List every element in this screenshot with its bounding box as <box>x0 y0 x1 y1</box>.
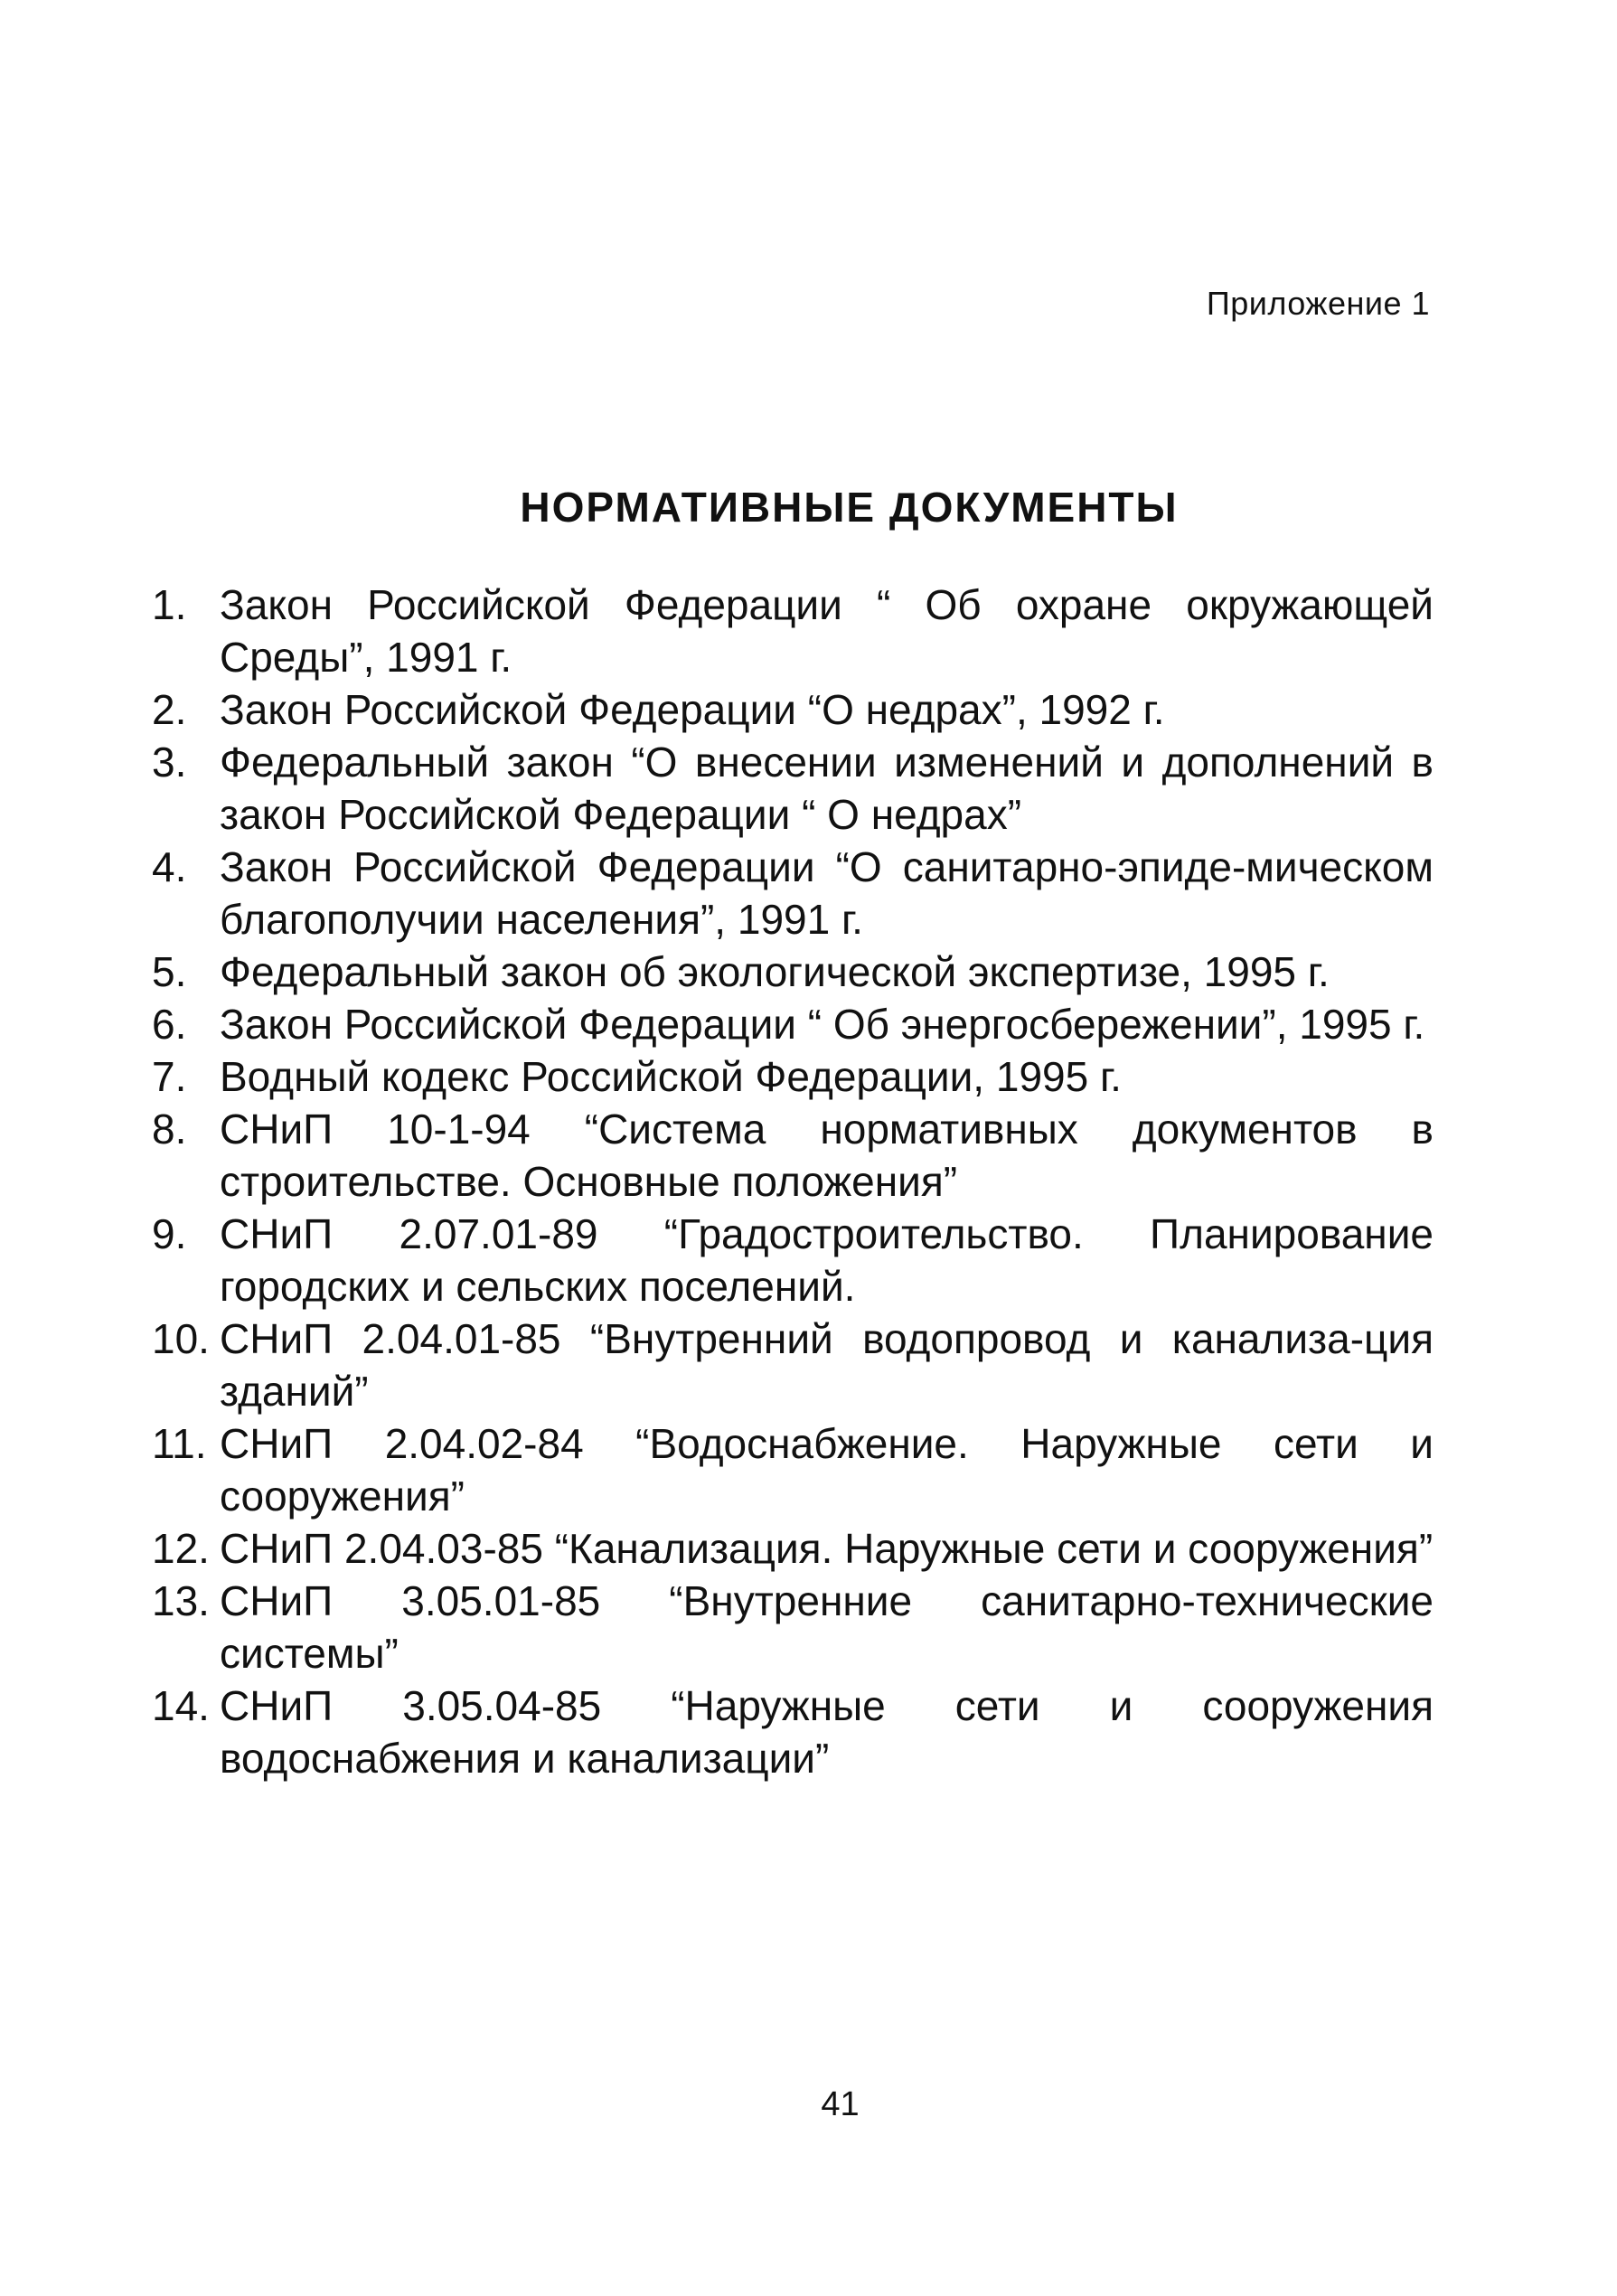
list-item-number: 8. <box>152 1106 187 1153</box>
normative-documents-list <box>152 579 1434 1784</box>
document-title: НОРМАТИВНЫЕ ДОКУМЕНТЫ <box>520 484 1179 531</box>
list-item <box>152 579 1434 683</box>
list-item-number: 14. <box>152 1682 210 1729</box>
list-item-text: СНиП 3.05.01-85 “Внутренние санитарно-технические системы” <box>220 1577 1434 1677</box>
list-item-text: Федеральный закон “О внесении изменений и дополнений в закон Российской Федерации “ О недрах” <box>220 739 1434 838</box>
list-item-number: 3. <box>152 739 187 786</box>
list-item-text: Закон Российской Федерации “О недрах”, 1992 г. <box>220 686 1165 733</box>
list-item-number: 5. <box>152 948 187 995</box>
list-item <box>152 1417 1434 1522</box>
list-item <box>152 1208 1434 1313</box>
list-item <box>152 841 1434 946</box>
list-item <box>152 736 1434 841</box>
list-item-number: 1. <box>152 581 187 628</box>
list-item <box>152 946 1434 998</box>
list-item-text: СНиП 2.04.02-84 “Водоснабжение. Наружные сети и сооружения” <box>220 1420 1434 1520</box>
list-item-text: СНиП 2.07.01-89 “Градостроительство. Планирование городских и сельских поселений. <box>220 1210 1434 1310</box>
list-item-text: СНиП 3.05.04-85 “Наружные сети и сооружения водоснабжения и канализации” <box>220 1682 1434 1782</box>
list-item <box>152 1522 1434 1575</box>
list-item-text: Водный кодекс Российской Федерации, 1995 г. <box>220 1053 1122 1100</box>
list-item-number: 7. <box>152 1053 187 1100</box>
list-item <box>152 1575 1434 1680</box>
list-item-number: 4. <box>152 843 187 890</box>
list-item-number: 12. <box>152 1525 210 1572</box>
list-item <box>152 1103 1434 1208</box>
list-item <box>152 1050 1434 1103</box>
list-item <box>152 683 1434 736</box>
list-item-text: Закон Российской Федерации “ Об энергосбережении”, 1995 г. <box>220 1001 1425 1048</box>
list-item-text: СНиП 2.04.01-85 “Внутренний водопровод и канализа-ция зданий” <box>220 1315 1434 1415</box>
list-item-text: СНиП 2.04.03-85 “Канализация. Наружные сети и сооружения” <box>220 1525 1434 1572</box>
list-item-text: Федеральный закон об экологической экспертизе, 1995 г. <box>220 948 1330 995</box>
list-item-text: Закон Российской Федерации “О санитарно-эпиде-мическом благополучии населения”, 1991 г. <box>220 843 1434 943</box>
list-item-number: 2. <box>152 686 187 733</box>
list-item <box>152 1313 1434 1417</box>
appendix-label: Приложение 1 <box>1206 285 1430 322</box>
list-item <box>152 998 1434 1050</box>
page-number: 41 <box>821 2085 860 2123</box>
list-item <box>152 1680 1434 1784</box>
list-item-text: СНиП 10-1-94 “Система нормативных документов в строительстве. Основные положения” <box>220 1106 1434 1205</box>
list-item-number: 9. <box>152 1210 187 1257</box>
list-item-number: 13. <box>152 1577 210 1624</box>
list-item-text: Закон Российской Федерации “ Об охране окружающей Среды”, 1991 г. <box>220 581 1434 681</box>
list-item-number: 11. <box>152 1420 207 1467</box>
list-item-number: 6. <box>152 1001 187 1048</box>
list-item-number: 10. <box>152 1315 210 1362</box>
